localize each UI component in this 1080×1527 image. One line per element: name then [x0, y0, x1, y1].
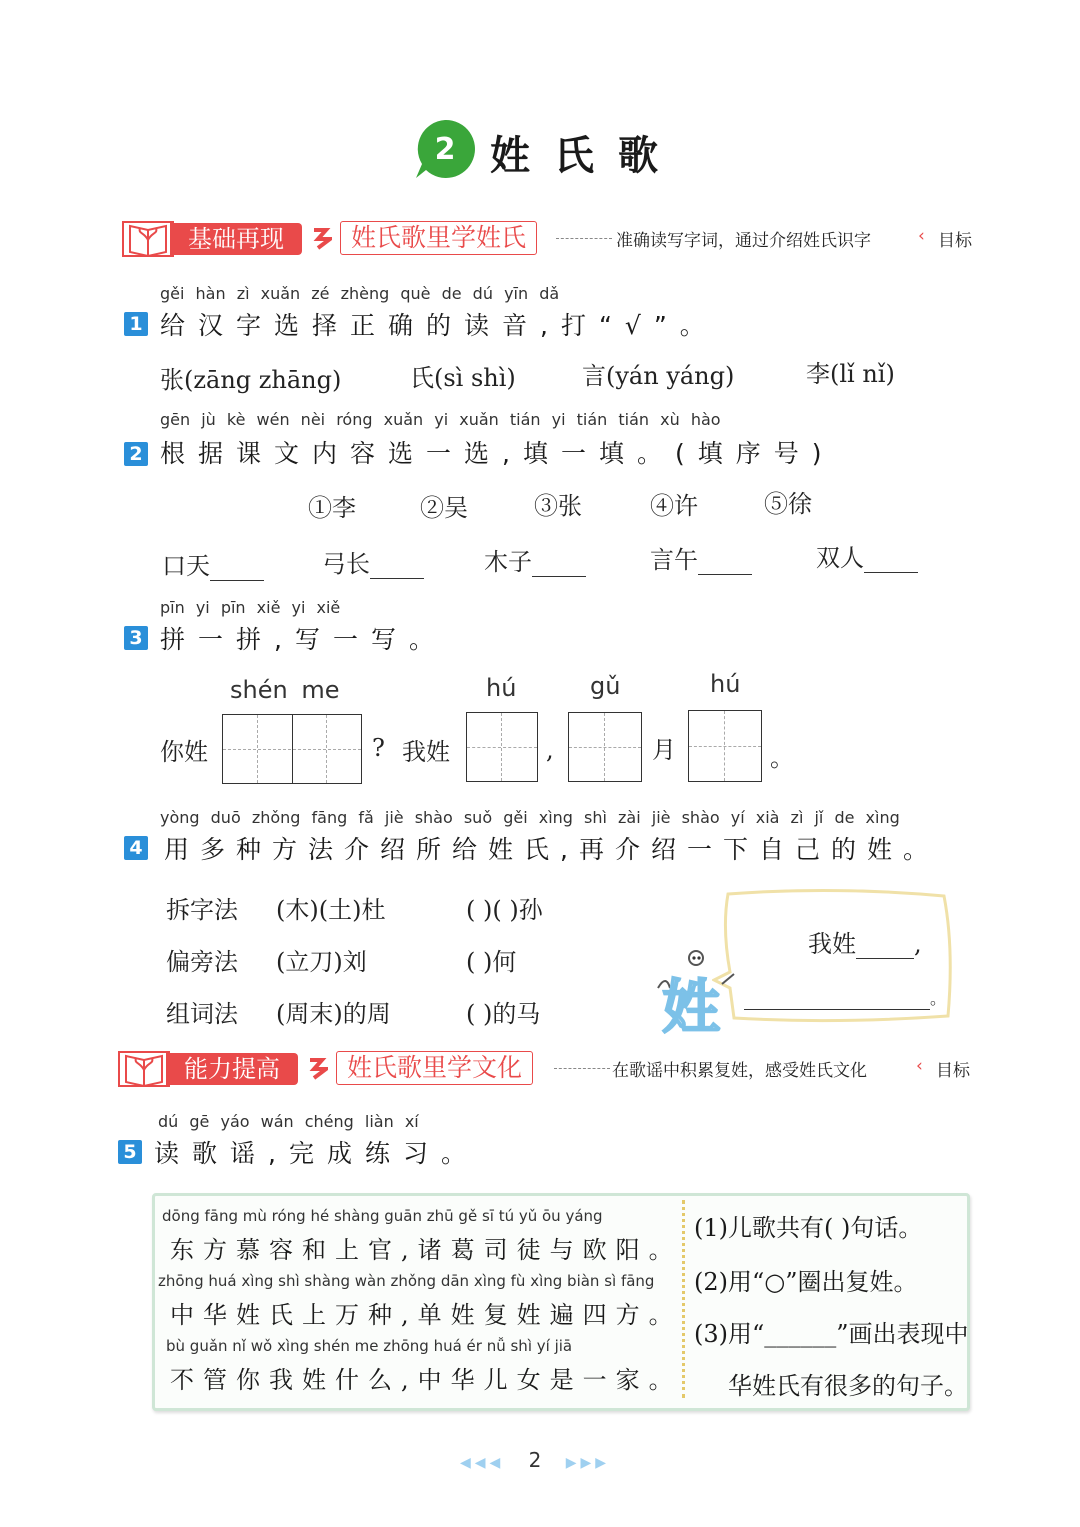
q2-blank-item[interactable] — [484, 542, 586, 577]
song-pinyin: dōng fāng mù róng hé shàng guān zhū gě sī tú yǔ ōu yáng — [162, 1207, 603, 1225]
writing-grid[interactable] — [688, 710, 762, 782]
book-icon — [118, 1048, 170, 1088]
q4-example: (立刀)刘 — [276, 948, 367, 976]
lesson-number-badge — [414, 118, 476, 180]
goal-label: 目标 — [938, 231, 972, 251]
q3-comma: , — [546, 736, 554, 764]
q4-task[interactable]: ( )( )孙 — [466, 896, 543, 924]
answer-blank[interactable] — [532, 554, 586, 577]
q1-pinyin: gěi hàn zì xuǎn zé zhèng què de dú yīn dǎ — [160, 284, 560, 303]
writing-grid[interactable] — [466, 712, 538, 782]
q2-blank-label: 弓长 — [322, 550, 370, 578]
lesson-title: 姓氏歌 — [490, 132, 682, 179]
q3-text: 拼一拼,写一写。 — [160, 625, 447, 654]
page-footer — [460, 1448, 610, 1472]
q3-question-mark: ? — [372, 734, 385, 762]
q2-blank-label: 口天 — [162, 552, 210, 580]
song-divider — [682, 1200, 685, 1398]
q2-blank-label: 木子 — [484, 548, 532, 576]
q4-method: 组词法 — [166, 1000, 238, 1028]
writing-grid-two[interactable] — [222, 714, 362, 784]
section-header-advanced — [118, 1048, 982, 1088]
song-line: 中华姓氏上万种,单姓复姓遍四方。 — [170, 1301, 682, 1329]
section-tag: 能力提高 — [166, 1053, 298, 1085]
q2-text: 根据课文内容选一选,填一填。(填序号) — [160, 439, 835, 468]
answer-blank[interactable] — [698, 552, 752, 575]
q5-question-cont: 华姓氏有很多的句子。 — [728, 1372, 968, 1400]
song-pinyin: zhōng huá xìng shì shàng wàn zhǒng dān xìng fù xìng biàn sì fāng — [158, 1272, 655, 1290]
q3-label-ni: 你姓 — [160, 738, 208, 766]
bubble-line-one[interactable] — [808, 924, 922, 959]
answer-blank[interactable] — [856, 936, 914, 959]
q3-label-wo: 我姓 — [402, 738, 450, 766]
q4-number: 4 — [124, 836, 148, 860]
q4-text: 用多种方法介绍所给姓氏,再介绍一下自己的姓。 — [164, 835, 939, 864]
chevron-left-icon: ‹ — [918, 226, 925, 246]
q2-pinyin: gēn jù kè wén nèi róng xuǎn yi xuǎn tián yi tián tián xù hào — [160, 410, 721, 429]
dotted-leader — [556, 238, 612, 239]
q3-period: 。 — [770, 744, 794, 772]
q1-text: 给汉字选择正确的读音,打“√”。 — [160, 311, 718, 340]
q1-item[interactable]: 李(lǐ nǐ) — [806, 360, 895, 388]
section-header-basics — [122, 218, 982, 258]
book-icon — [122, 218, 174, 258]
q4-pinyin: yòng duō zhǒng fāng fǎ jiè shào suǒ gěi xìng shì zài jiè shào yí xià zì jǐ de xìng — [160, 808, 900, 827]
q3-pinyin-hu: hú — [486, 674, 517, 702]
q1-item[interactable]: 氏(sì shì) — [410, 364, 516, 392]
q5-text: 读歌谣,完成练习。 — [154, 1139, 479, 1168]
q3-label-yue: 月 — [652, 736, 676, 764]
mascot-illustration — [656, 944, 736, 1041]
q5-question[interactable]: (2)用“○”圈出复姓。 — [694, 1268, 918, 1296]
section-tag: 基础再现 — [170, 223, 302, 255]
q4-method: 偏旁法 — [166, 948, 238, 976]
section-goal: 在歌谣中积累复姓，感受姓氏文化 — [612, 1061, 867, 1081]
song-line: 不管你我姓什么,中华儿女是一家。 — [170, 1366, 682, 1394]
song-pinyin: bù guǎn nǐ wǒ xìng shén me zhōng huá ér nǚ shì yí jiā — [166, 1337, 573, 1355]
q2-option: ①李 — [308, 494, 356, 522]
q2-option: ③张 — [534, 492, 582, 520]
goal-label: 目标 — [936, 1061, 970, 1081]
answer-blank[interactable] — [744, 987, 930, 1010]
right-arrows-icon: ▶▶▶ — [565, 1455, 611, 1471]
q3-pinyin-gu: gǔ — [590, 672, 621, 700]
q5-pinyin: dú gē yáo wán chéng liàn xí — [158, 1112, 419, 1131]
q2-blank-label: 双人 — [816, 544, 864, 572]
q3-pinyin-hu: hú — [710, 670, 741, 698]
bubble-comma: , — [914, 930, 922, 958]
q4-method: 拆字法 — [166, 896, 238, 924]
mascot-character: 姓 — [662, 973, 721, 1041]
zigzag-icon — [312, 226, 332, 252]
q4-example: (木)(土)杜 — [276, 896, 386, 924]
q2-blank-item[interactable] — [816, 538, 918, 573]
q4-task[interactable]: ( )的马 — [466, 1000, 541, 1028]
q2-blank-item[interactable] — [322, 544, 424, 579]
svg-text:2: 2 — [434, 132, 456, 167]
q1-number: 1 — [124, 312, 148, 336]
q4-example: (周末)的周 — [276, 1000, 391, 1028]
bubble-line-two[interactable] — [744, 982, 946, 1010]
q1-item[interactable]: 言(yán yáng) — [582, 362, 735, 390]
q2-blank-label: 言午 — [650, 546, 698, 574]
q2-blank-item[interactable] — [650, 540, 752, 575]
q5-question[interactable]: (1)儿歌共有( )句话。 — [694, 1214, 923, 1242]
answer-blank[interactable] — [370, 556, 424, 579]
q2-number: 2 — [124, 442, 148, 466]
q3-number: 3 — [124, 626, 148, 650]
q3-pinyin-shenme: shén me — [230, 676, 340, 704]
answer-blank[interactable] — [864, 550, 918, 573]
writing-grid[interactable] — [568, 712, 642, 782]
page-number: 2 — [528, 1448, 542, 1472]
section-goal: 准确读写字词，通过介绍姓氏识字 — [616, 231, 871, 251]
dotted-leader — [554, 1068, 610, 1069]
section-subtitle: 姓氏歌里学文化 — [336, 1051, 533, 1085]
q5-question[interactable]: (3)用“______”画出表现中 — [694, 1320, 969, 1348]
q3-pinyin: pīn yi pīn xiě yi xiě — [160, 598, 341, 617]
q5-number: 5 — [118, 1140, 142, 1164]
q2-option: ⑤徐 — [764, 490, 812, 518]
song-line: 东方慕容和上官,诸葛司徒与欧阳。 — [170, 1236, 682, 1264]
left-arrows-icon: ◀◀◀ — [460, 1455, 505, 1471]
chevron-left-icon: ‹ — [916, 1056, 923, 1076]
bubble-label: 我姓 — [808, 930, 856, 958]
q2-option: ②吴 — [420, 494, 468, 522]
q1-item[interactable]: 张(zāng zhāng) — [160, 366, 342, 394]
zigzag-icon — [308, 1056, 328, 1082]
section-subtitle: 姓氏歌里学姓氏 — [340, 221, 537, 255]
q2-blank-item[interactable] — [162, 546, 264, 581]
q4-task[interactable]: ( )何 — [466, 948, 517, 976]
q2-option: ④许 — [650, 492, 698, 520]
bubble-period: 。 — [930, 989, 947, 1008]
answer-blank[interactable] — [210, 558, 264, 581]
